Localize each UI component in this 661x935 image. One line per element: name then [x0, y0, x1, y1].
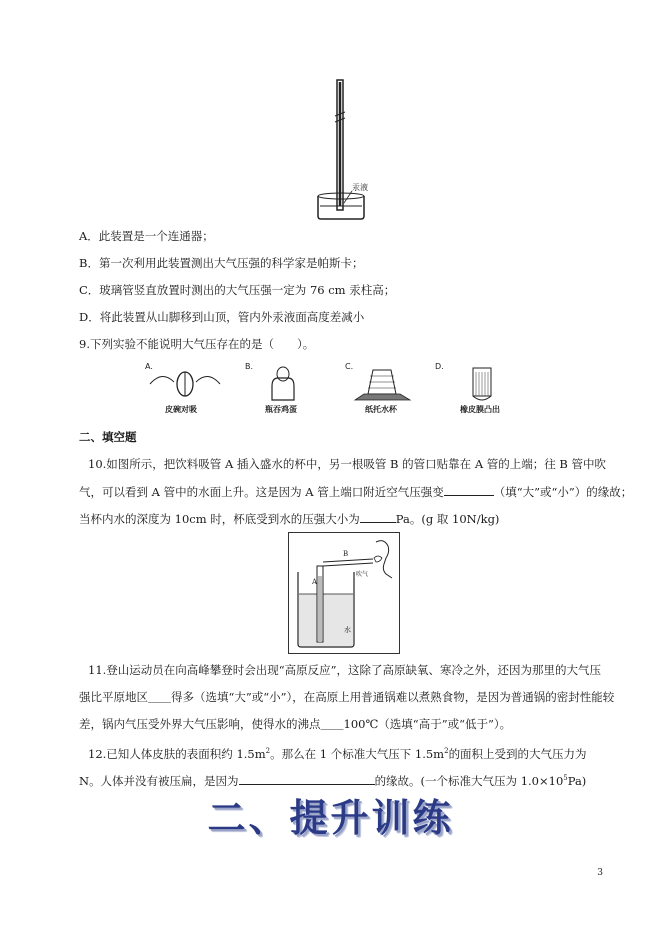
q12-sup-3: 5 — [563, 774, 568, 782]
q9-figure — [140, 360, 530, 420]
q11-line-2: 强比平原地区＿＿得多（选填“大”或“小”），在高原上用普通锅难以煮熟食物，是因为普通锅的密封性能较 — [79, 690, 615, 704]
q12-line-1-c: 的面积上受到的大气压力为 — [448, 746, 587, 761]
q10-label-a: A — [312, 578, 318, 586]
q12-line-2-a: N。人体并没有被压扁，是因为 — [79, 773, 239, 788]
q10-line-3-start: 当杯内水的深度为 10cm 时，杯底受到水的压强大小为 — [79, 512, 360, 526]
mercury-label: 汞液 — [352, 183, 368, 192]
q11-line-3: 差，锅内气压受外界大气压影响，使得水的沸点＿＿100℃（选填“高于”或“低于”）。 — [79, 717, 512, 731]
section-fill-in-heading: 二、填空题 — [79, 430, 137, 444]
q12-line-2-c: Pa) — [567, 773, 587, 788]
q12-line-1 — [88, 743, 587, 762]
q10-line-2 — [79, 483, 632, 500]
page-number: 3 — [597, 868, 603, 878]
q12-line-1-a: 12.已知人体皮肤的表面积约 1.5m — [88, 746, 266, 761]
q9-item-c-letter: C. — [345, 362, 354, 371]
q10-label-b: B — [343, 550, 349, 558]
q12-sup-2: 2 — [444, 747, 449, 755]
q8-option-d: D．将此装置从山脚移到山顶，管内外汞液面高度差减小 — [79, 310, 365, 324]
q9-item-b-letter: B. — [245, 362, 254, 371]
q10-line-3 — [79, 510, 499, 527]
q12-sup-1: 2 — [265, 747, 271, 755]
q10-answer-blank-1[interactable] — [444, 483, 494, 496]
q10-figure — [288, 532, 400, 654]
q12-answer-blank[interactable] — [239, 772, 375, 785]
q9-item-a-caption: 皮碗对吸 — [165, 405, 197, 414]
q8-option-a: A．此装置是一个连通器； — [79, 229, 214, 243]
q10-answer-blank-2[interactable] — [360, 510, 396, 523]
torricelli-figure — [300, 78, 400, 223]
q9-item-d-caption: 橡皮膜凸出 — [460, 405, 500, 414]
q8-option-c: C．玻璃管竖直放置时测出的大气压强一定为 76 cm 汞柱高； — [79, 283, 396, 297]
q10-line-2-end: （填“大”或“小”）的缘故； — [493, 485, 633, 499]
q12-line-2 — [79, 770, 586, 789]
section-title-advanced: 二、提升训练 — [207, 796, 454, 840]
q10-label-blow: 吹气 — [356, 571, 369, 578]
q12-line-2-b: 的缘故。(一个标准大气压为 1.0×10 — [374, 773, 564, 788]
q9-stem: 9.下列实验不能说明大气压存在的是（ ）。 — [79, 337, 315, 351]
q10-line-3-end: Pa。(g 取 10N/kg) — [395, 512, 500, 526]
q9-item-c-caption: 纸托水杯 — [365, 405, 397, 414]
q11-line-1: 11.登山运动员在向高峰攀登时会出现“高原反应”，这除了高原缺氧、寒冷之外，还因为那里的大气压 — [88, 663, 602, 677]
q10-line-1: 10.如图所示，把饮料吸管 A 插入盛水的杯中，另一根吸管 B 的管口贴靠在 A 管的上端；往 B 管中吹 — [88, 457, 607, 471]
q9-item-a-letter: A. — [145, 362, 153, 371]
q8-option-b: B．第一次利用此装置测出大气压强的科学家是帕斯卡； — [79, 256, 364, 270]
q12-line-1-b: 。那么在 1 个标准大气压下 1.5m — [270, 746, 445, 761]
q10-label-water: 水 — [344, 626, 351, 634]
q9-item-d-letter: D. — [435, 362, 444, 371]
q9-item-b-caption: 瓶吞鸡蛋 — [265, 405, 297, 414]
q10-line-2-start: 气，可以看到 A 管中的水面上升。这是因为 A 管上端口附近空气压强变 — [79, 485, 444, 499]
